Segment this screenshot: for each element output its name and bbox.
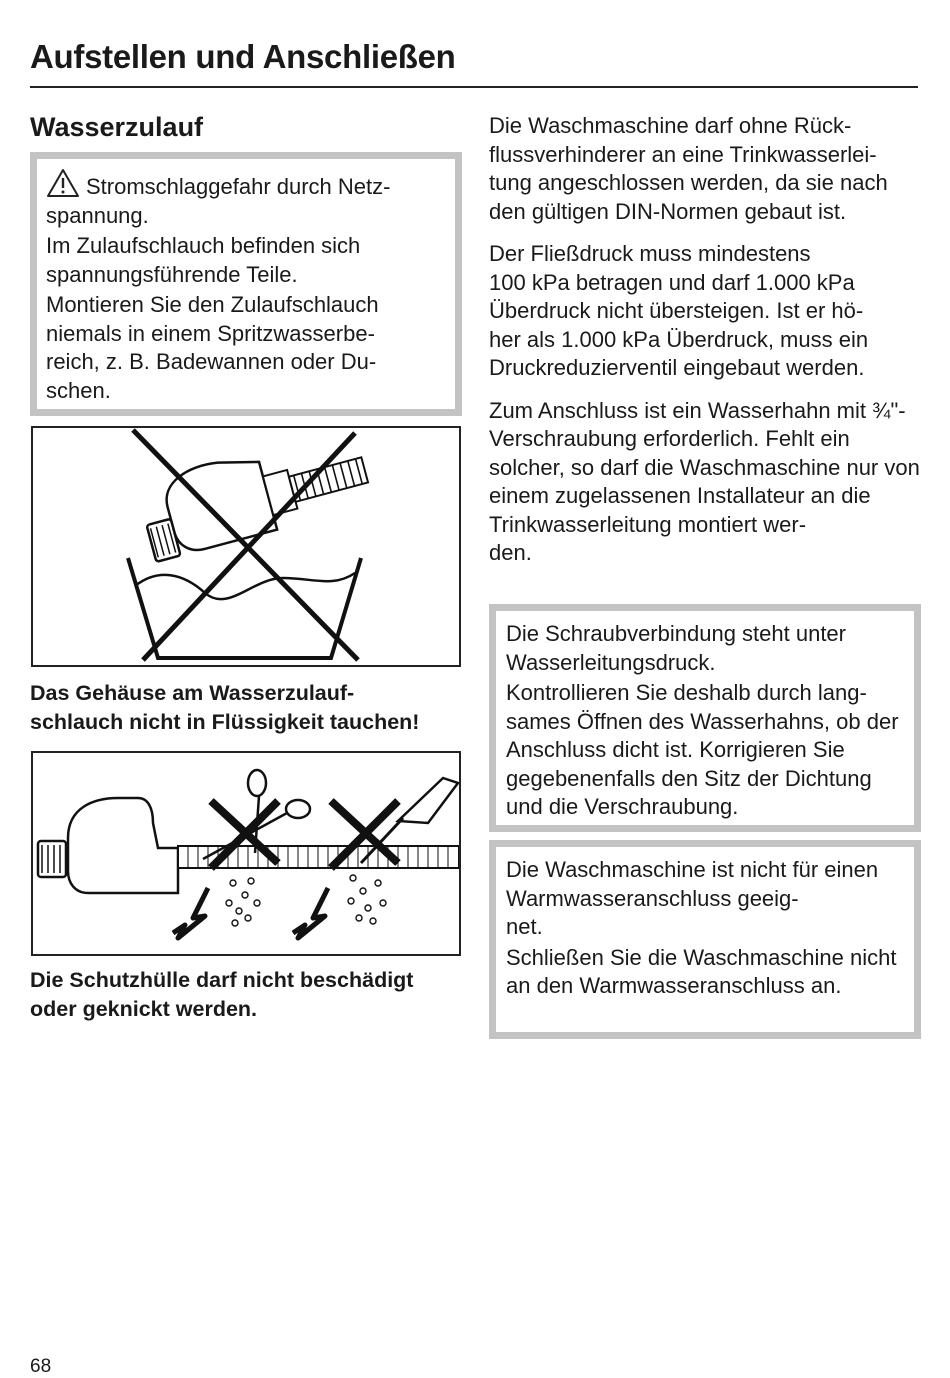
hot-water-notice-box [489, 840, 921, 1039]
warning-box [30, 152, 462, 416]
page-number: 68 [30, 1356, 52, 1377]
warning-line-3: Montieren Sie den Zulaufschlauch niemals in einem Spritzwasserbe- reich, z. B. Badewannen oder Du- schen. [46, 292, 379, 403]
section-heading: Wasserzulauf [30, 112, 204, 142]
pressure-notice-box [489, 604, 921, 832]
paragraph-pressure: Der Fließdruck muss mindestens 100 kPa betragen und darf 1.000 kPa Überdruck nicht übersteigen. Ist er hö- her als 1.000 kPa Überdruck, muss ein Druckreduzierventil eingebaut werden. [489, 241, 869, 380]
pressure-notice-line-2: Kontrollieren Sie deshalb durch lang- sames Öffnen des Wasserhahns, ob der Anschluss dicht ist. Korrigieren Sie gegebenenfalls den Sitz der Dichtung und die Verschraubung. [506, 680, 899, 819]
figure-1-caption: Das Gehäuse am Wasserzulauf- schlauch nicht in Flüssigkeit tauchen! [30, 681, 420, 734]
warning-triangle-icon [46, 168, 80, 198]
paragraph-connection: Zum Anschluss ist ein Wasserhahn mit ¾"-Verschraubung erforderlich. Fehlt ein solcher, so darf die Waschmaschine nur von einem zugelassenen Installateur an die Trinkwasserleitung montiert wer- den. [489, 397, 920, 565]
title-divider [30, 86, 918, 88]
pressure-notice-line-1: Die Schraubverbindung steht unter Wasserleitungsdruck. [506, 621, 846, 675]
warning-line-2: Im Zulaufschlauch befinden sich spannungsführende Teile. [46, 233, 361, 287]
hot-water-notice-line-2: Schließen Sie die Waschmaschine nicht an den Warmwasseranschluss an. [506, 944, 897, 998]
figure-protective-sleeve [31, 751, 461, 956]
figure-hose-in-water [31, 426, 461, 667]
figure-2-caption: Die Schutzhülle darf nicht beschädigt oder geknickt werden. [30, 968, 414, 1021]
right-column-text [489, 112, 921, 568]
warning-line-1: Stromschlaggefahr durch Netz- spannung. [46, 168, 446, 230]
paragraph-backflow: Die Waschmaschine darf ohne Rück- flussverhinderer an eine Trinkwasserlei- tung angeschlossen werden, da sie nach den gültigen DIN-Normen gebaut ist. [489, 113, 888, 224]
page-title: Aufstellen und Anschließen [30, 38, 456, 75]
hot-water-notice-line-1: Die Waschmaschine ist nicht für einen Warmwasseranschluss geeig- net. [506, 857, 879, 939]
